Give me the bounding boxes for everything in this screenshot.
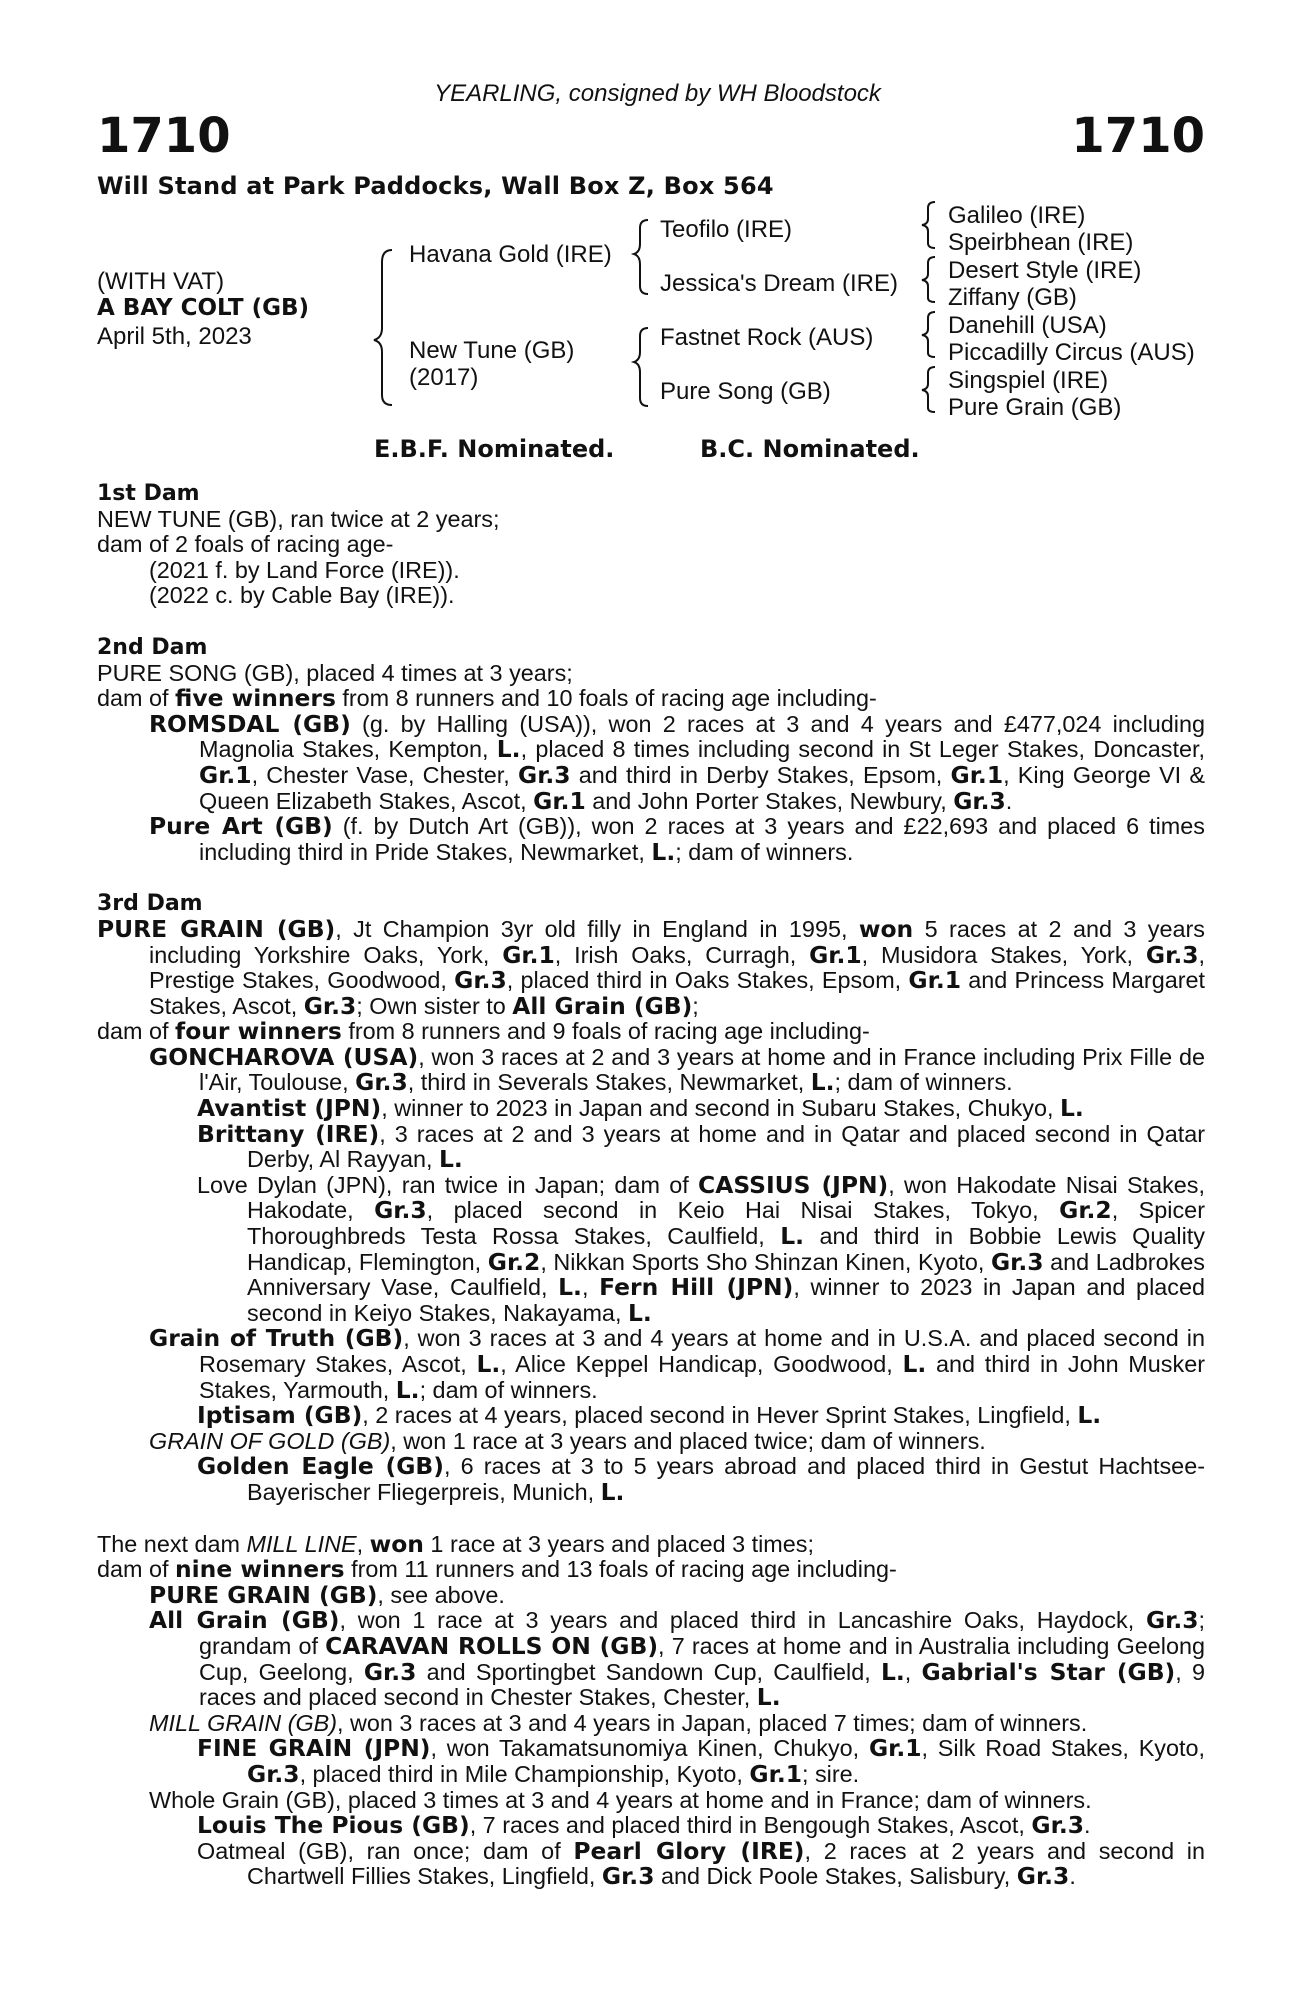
lot-number-right: 1710 [1071,108,1205,164]
produce-pure-grain: PURE GRAIN (GB), see above. [149,1580,505,1609]
produce-grain-of-gold: GRAIN OF GOLD (GB), won 1 race at 3 years and placed twice; dam of winners. [149,1427,986,1454]
ebf-nomination: E.B.F. Nominated. [374,435,615,463]
stand-location: Will Stand at Park Paddocks, Wall Box Z, Box 564 [97,172,774,200]
ancestor-singspiel: Singspiel (IRE) [948,367,1109,394]
sire-sire: Teofilo (IRE) [660,216,793,243]
ancestor-galileo: Galileo (IRE) [948,202,1086,229]
vat-note: (WITH VAT) [97,268,225,295]
ancestor-danehill: Danehill (USA) [948,312,1107,339]
horse-name: A BAY COLT (GB) [97,295,310,321]
dam-year: (2017) [409,364,479,391]
produce-item: (2021 f. by Land Force (IRE)). [149,556,460,583]
consignment-line: YEARLING, consigned by WH Bloodstock [434,80,881,107]
ancestor-ziffany: Ziffany (GB) [948,284,1077,311]
produce-all-grain: All Grain (GB), won 1 race at 3 years and placed third in Lancashire Oaks, Haydock, Gr.3; grandam of CARAVAN ROLLS ON (GB), 7 races at home and in Australia including Geelong Cup, Geelong, Gr.3 and Sportingbet Sandown Cup, Caulfield, L., Gabrial's Star (GB), 9 races and placed second in Chester Stakes, Chester, L. [149,1606,1206,1712]
pedigree-brackets [0,0,1315,440]
dam-dam: Pure Song (GB) [660,378,831,405]
second-dam-text: PURE SONG (GB), placed 4 times at 3 years; [97,659,573,686]
dam-sire: Fastnet Rock (AUS) [660,324,874,351]
produce-goncharova: GONCHAROVA (USA), won 3 races at 2 and 3 years at home and in France including Prix Fille de l'Air, Toulouse, Gr.3, third in Severals Stakes, Newmarket, L.; dam of winners. [149,1042,1206,1097]
produce-mill-grain: MILL GRAIN (GB), won 3 races at 3 and 4 years in Japan, placed 7 times; dam of winners. [149,1709,1088,1736]
produce-louis-the-pious: Louis The Pious (GB), 7 races and placed third in Bengough Stakes, Ascot, Gr.3. [197,1811,1091,1840]
produce-item: (2022 c. by Cable Bay (IRE)). [149,582,455,609]
third-dam-produce: dam of four winners from 8 runners and 9 foals of racing age including- [97,1017,870,1046]
produce-grain-of-truth: Grain of Truth (GB), won 3 races at 3 and 4 years at home and in U.S.A. and placed second in Rosemary Stakes, Ascot, L., Alice Keppel Handicap, Goodwood, L. and third in John Musker Stakes, Yarmouth, L.; dam of winners. [149,1324,1205,1404]
third-dam-heading: 3rd Dam [97,891,203,917]
sire-dam: Jessica's Dream (IRE) [660,270,898,297]
next-dam-produce: dam of nine winners from 11 runners and 13 foals of racing age including- [97,1555,897,1584]
produce-iptisam: Iptisam (GB), 2 races at 4 years, placed second in Hever Sprint Stakes, Lingfield, L. [197,1401,1102,1430]
produce-brittany: Brittany (IRE), 3 races at 2 and 3 years at home and in Qatar and placed second in Qatar Derby, Al Rayyan, L. [197,1119,1205,1174]
catalogue-body [97,481,1205,1890]
first-dam-produce: dam of 2 foals of racing age- [97,531,394,558]
produce-oatmeal: Oatmeal (GB), ran once; dam of Pearl Glory (IRE), 2 races at 2 years and second in Chartwell Fillies Stakes, Lingfield, Gr.3 and Dick Poole Stakes, Salisbury, Gr.3. [197,1836,1205,1891]
sire: Havana Gold (IRE) [409,241,612,268]
first-dam-heading: 1st Dam [97,481,200,506]
ancestor-pure-grain: Pure Grain (GB) [948,394,1122,421]
bc-nomination: B.C. Nominated. [700,435,920,463]
produce-romsdal: ROMSDAL (GB) (g. by Halling (USA)), won 2 races at 3 and 4 years and £477,024 including Magnolia Stakes, Kempton, L., placed 8 times including second in St Leger Stakes, Doncaster, Gr.1, Chester Vase, Chester, Gr.3 and third in Derby Stakes, Epsom, Gr.1, King George VI & Queen Elizabeth Stakes, Ascot, Gr.1 and John Porter Stakes, Newbury, Gr.3. [149,709,1206,815]
ancestor-desert-style: Desert Style (IRE) [948,257,1142,284]
produce-golden-eagle: Golden Eagle (GB), 6 races at 3 to 5 years abroad and placed third in Gestut Hachtsee-Bayerischer Fliegerpreis, Munich, L. [197,1452,1205,1506]
produce-fine-grain: FINE GRAIN (JPN), won Takamatsunomiya Kinen, Chukyo, Gr.1, Silk Road Stakes, Kyoto, Gr.3, placed third in Mile Championship, Kyoto, Gr.1; sire. [197,1734,1205,1788]
first-dam-text: NEW TUNE (GB), ran twice at 2 years; [97,505,500,532]
produce-pure-art: Pure Art (GB) (f. by Dutch Art (GB)), won 2 races at 3 years and £22,693 and placed 6 times including third in Pride Stakes, Newmarket, L.; dam of winners. [149,812,1205,866]
produce-whole-grain: Whole Grain (GB), placed 3 times at 3 and 4 years at home and in France; dam of winners. [149,1786,1092,1813]
second-dam-produce: dam of five winners from 8 runners and 10 foals of racing age including- [97,684,877,713]
foaling-date: April 5th, 2023 [97,323,252,350]
lot-number-left: 1710 [97,108,231,164]
ancestor-piccadilly-circus: Piccadilly Circus (AUS) [948,339,1195,366]
next-dam-text: The next dam MILL LINE, won 1 race at 3 years and placed 3 times; [97,1529,814,1558]
second-dam-heading: 2nd Dam [97,634,208,660]
third-dam-text: PURE GRAIN (GB), Jt Champion 3yr old filly in England in 1995, won 5 races at 2 and 3 years including Yorkshire Oaks, York, Gr.1, Irish Oaks, Curragh, Gr.1, Musidora Stakes, York, Gr.3, Prestige Stakes, Goodwood, Gr.3, placed third in Oaks Stakes, Epsom, Gr.1 and Princess Margaret Stakes, Ascot, Gr.3; Own sister to All Grain (GB); [97,914,1206,1020]
produce-love-dylan: Love Dylan (JPN), ran twice in Japan; dam of CASSIUS (JPN), won Hakodate Nisai Stakes, Hakodate, Gr.3, placed second in Keio Hai Nisai Stakes, Tokyo, Gr.2, Spicer Thoroughbreds Testa Rossa Stakes, Caulfield, L. and third in Bobbie Lewis Quality Handicap, Flemington, Gr.2, Nikkan Sports Sho Shinzan Kinen, Kyoto, Gr.3 and Ladbrokes Anniversary Vase, Caulfield, L., Fern Hill (JPN), winner to 2023 in Japan and placed second in Keiyo Stakes, Nakayama, L. [197,1170,1205,1327]
ancestor-speirbhean: Speirbhean (IRE) [948,229,1134,256]
produce-avantist: Avantist (JPN), winner to 2023 in Japan and second in Subaru Stakes, Chukyo, L. [197,1094,1084,1123]
dam-name: New Tune (GB) [409,337,575,364]
